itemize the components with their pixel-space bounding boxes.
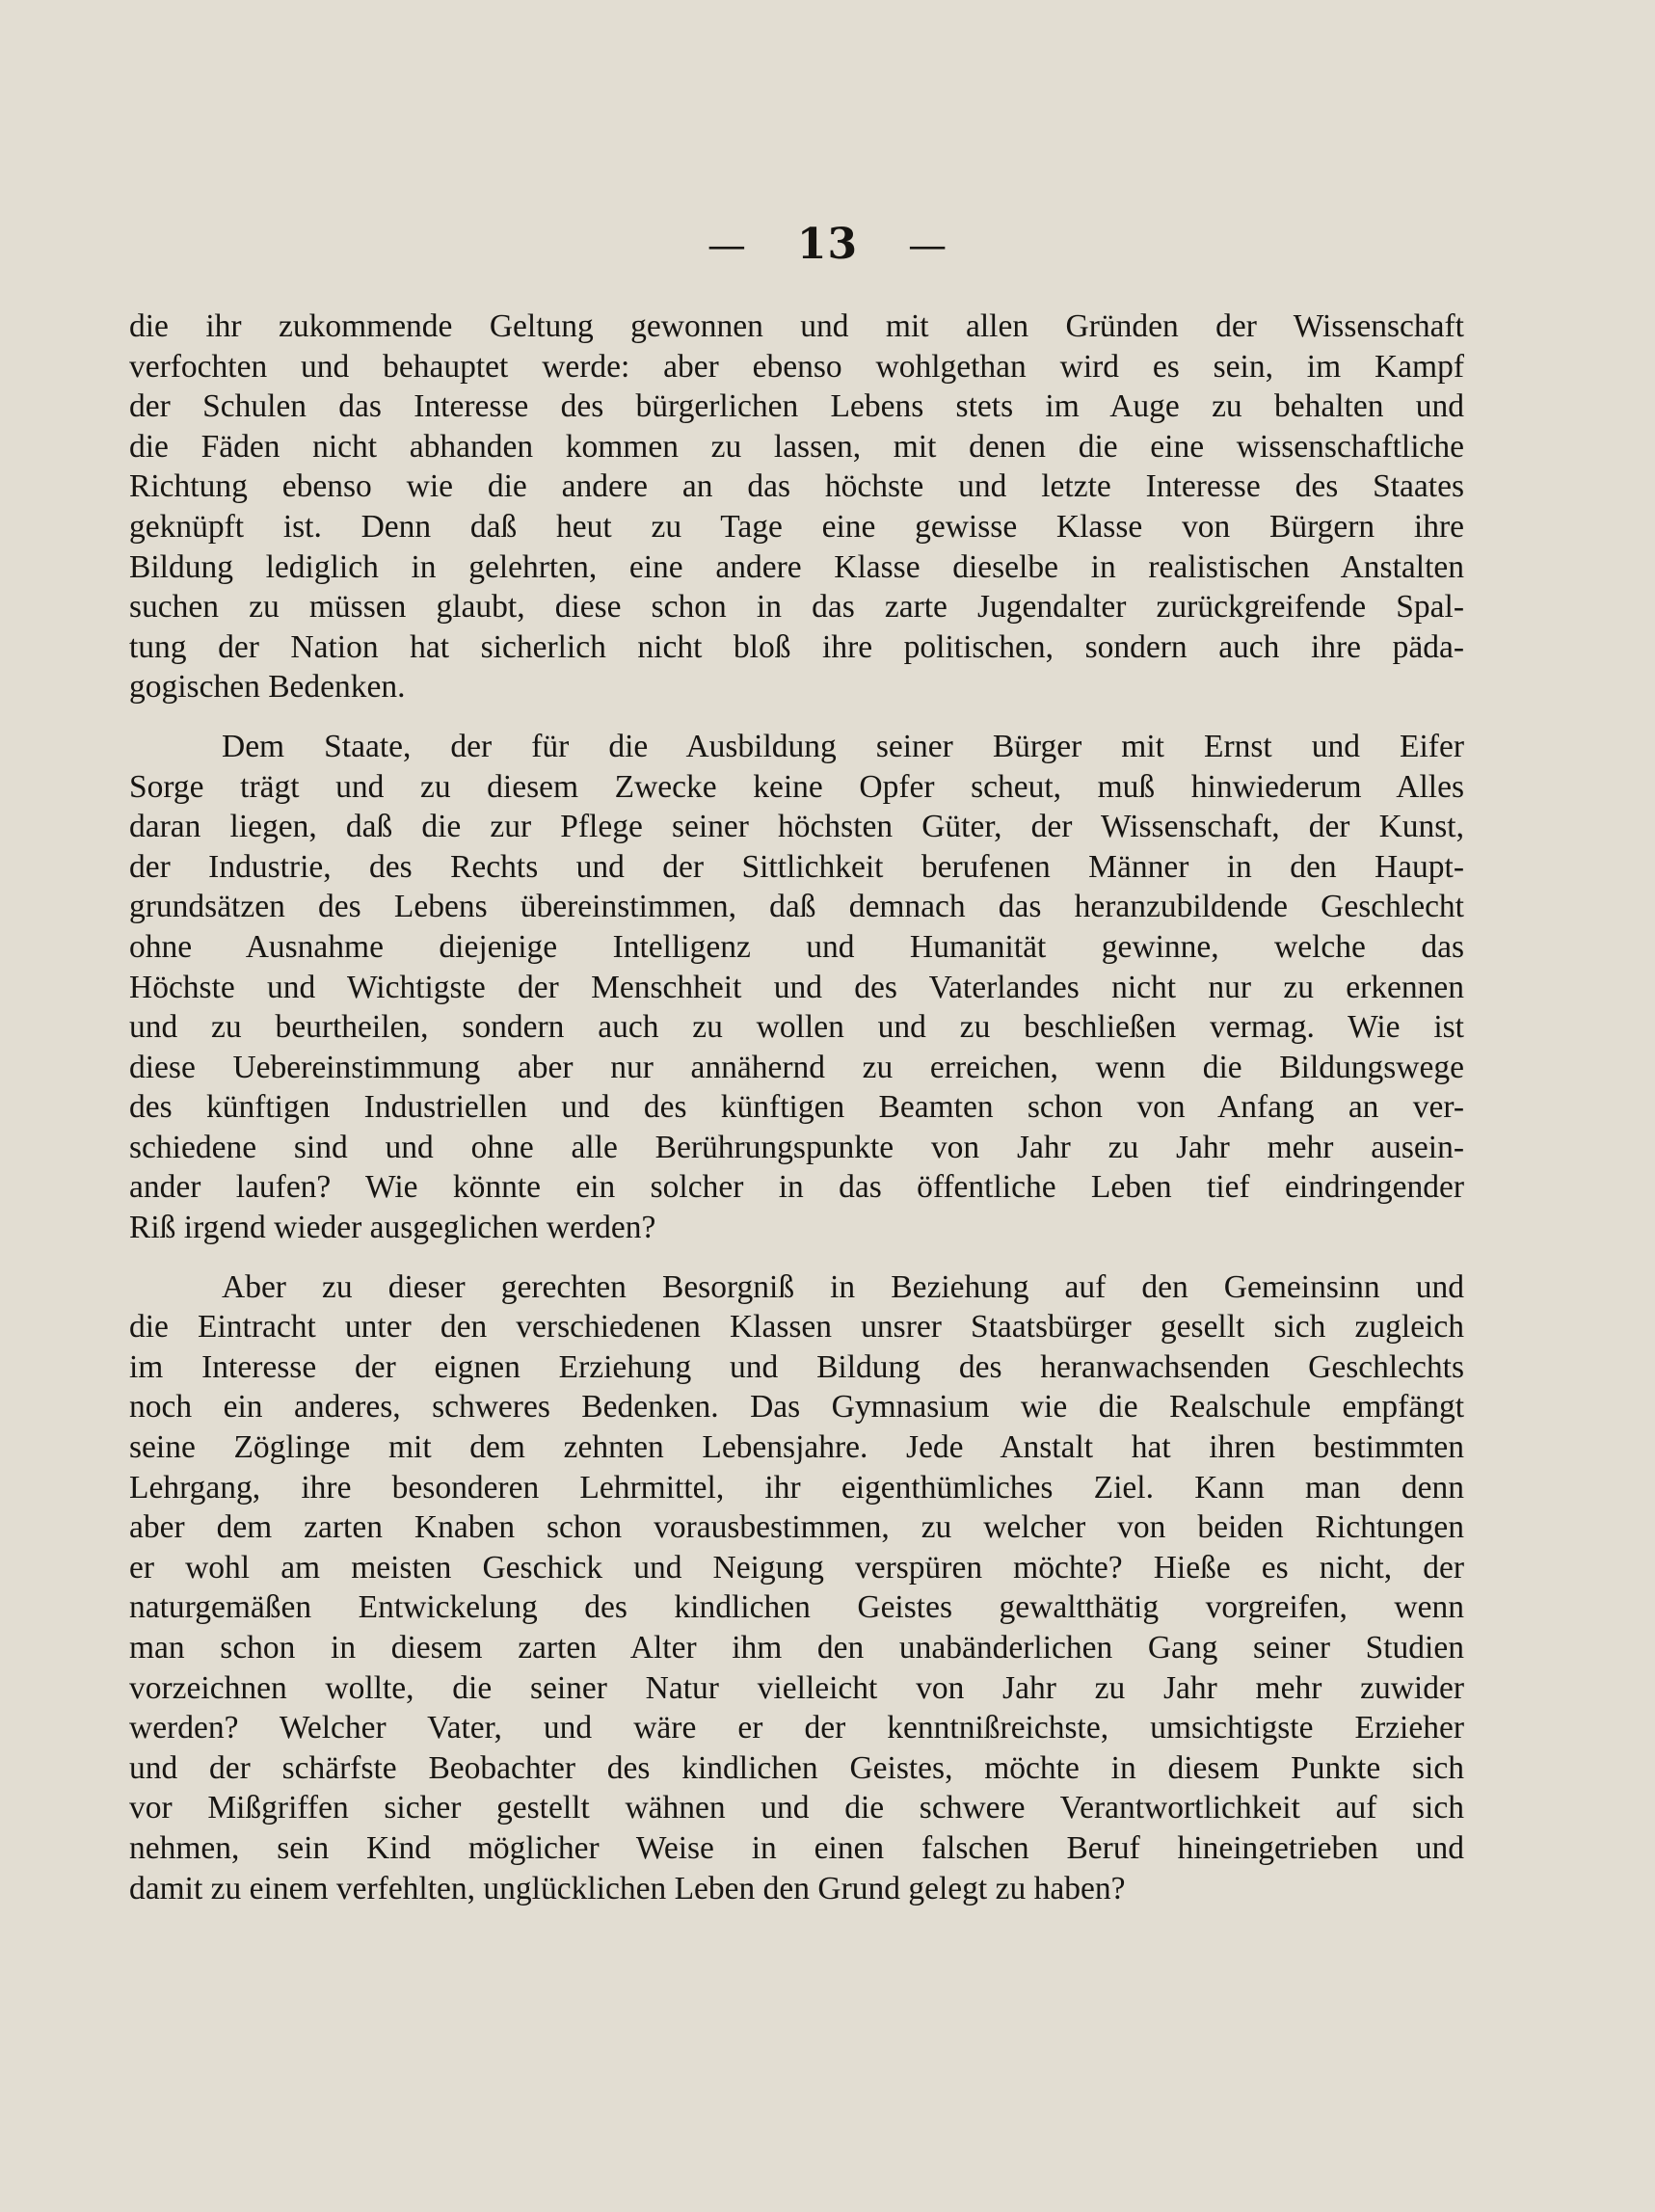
text-line: Aber zu dieser gerechten Besorgniß in Beziehung auf den Gemeinsinn und [222,1268,1464,1305]
paragraph-gap [129,707,1464,727]
text-line: suchen zu müssen glaubt, diese schon in das zarte Jugendalter zurückgreifende Spal- [129,589,1464,626]
text-line: Höchste und Wichtigste der Menschheit und des Vaterlandes nicht nur zu erkennen [129,969,1464,1005]
text-line: diese Uebereinstimmung aber nur annähernd zu erreichen, wenn die Bildungswege [129,1049,1464,1085]
text-line: und der schärfste Beobachter des kindlichen Geistes, möchte in diesem Punkte sich [129,1749,1464,1786]
paragraph [129,727,1464,1248]
text-line: tung der Nation hat sicherlich nicht bloß ihre politischen, sondern auch ihre päda- [129,628,1464,665]
text-line: Lehrgang, ihre besonderen Lehrmittel, ihr eigenthümliches Ziel. Kann man denn [129,1469,1464,1506]
text-line: seine Zöglinge mit dem zehnten Lebensjahre. Jede Anstalt hat ihren bestimmten [129,1429,1464,1466]
page-header [0,220,1655,269]
text-line: die Eintracht unter den verschiedenen Klassen unsrer Staatsbürger gesellt sich zugleich [129,1309,1464,1346]
paragraph [129,1267,1464,1909]
text-line: naturgemäßen Entwickelung des kindlichen Geistes gewaltthätig vorgreifen, wenn [129,1589,1464,1626]
text-line: und zu beurtheilen, sondern auch zu wollen und zu beschließen vermag. Wie ist [129,1009,1464,1046]
header-dash-left: — [707,224,747,268]
text-line: ohne Ausnahme diejenige Intelligenz und Humanität gewinne, welche das [129,928,1464,965]
text-line: noch ein anderes, schweres Bedenken. Das Gymnasium wie die Realschule empfängt [129,1389,1464,1426]
text-line: im Interesse der eignen Erziehung und Bildung des heranwachsenden Geschlechts [129,1348,1464,1385]
text-line: die ihr zukommende Geltung gewonnen und mit allen Gründen der Wissenschaft [129,308,1464,344]
text-line: der Industrie, des Rechts und der Sittlichkeit berufenen Männer in den Haupt- [129,848,1464,885]
text-line: Riß irgend wieder ausgeglichen werden? [129,1210,656,1246]
text-line: Dem Staate, der für die Ausbildung seiner Bürger mit Ernst und Eifer [222,728,1464,764]
text-line: Bildung lediglich in gelehrten, eine andere Klasse dieselbe in realistischen Anstalten [129,548,1464,585]
text-line: schiedene sind und ohne alle Berührungspunkte von Jahr zu Jahr mehr ausein- [129,1129,1464,1165]
text-line: vorzeichnen wollte, die seiner Natur vielleicht von Jahr zu Jahr mehr zuwider [129,1669,1464,1706]
text-line: des künftigen Industriellen und des künftigen Beamten schon von Anfang an ver- [129,1089,1464,1126]
text-line: der Schulen das Interesse des bürgerlichen Lebens stets im Auge zu behalten und [129,388,1464,425]
text-line: vor Mißgriffen sicher gestellt wähnen und die schwere Verantwortlichkeit auf sich [129,1790,1464,1826]
text-line: geknüpft ist. Denn daß heut zu Tage eine gewisse Klasse von Bürgern ihre [129,508,1464,545]
page-number: 13 [796,220,859,269]
text-line: ander laufen? Wie könnte ein solcher in das öffentliche Leben tief eindringender [129,1169,1464,1206]
paragraph-gap [129,1248,1464,1267]
text-line: gogischen Bedenken. [129,669,406,706]
text-line: nehmen, sein Kind möglicher Weise in einen falschen Beruf hineingetrieben und [129,1829,1464,1866]
text-line: Sorge trägt und zu diesem Zwecke keine Opfer scheut, muß hinwiederum Alles [129,768,1464,805]
text-line: verfochten und behauptet werde: aber ebenso wohlgethan wird es sein, im Kampf [129,348,1464,385]
text-line: man schon in diesem zarten Alter ihm den unabänderlichen Gang seiner Studien [129,1630,1464,1666]
text-line: aber dem zarten Knaben schon vorausbestimmen, zu welcher von beiden Richtungen [129,1509,1464,1546]
text-line: Richtung ebenso wie die andere an das höchste und letzte Interesse des Staates [129,468,1464,505]
text-line: damit zu einem verfehlten, unglücklichen Leben den Grund gelegt zu haben? [129,1870,1126,1906]
body-text [129,306,1464,1908]
text-line: grundsätzen des Lebens übereinstimmen, daß demnach das heranzubildende Geschlecht [129,889,1464,925]
header-dash-right: — [908,224,948,268]
text-line: die Fäden nicht abhanden kommen zu lassen, mit denen die eine wissenschaftliche [129,428,1464,465]
paragraph [129,306,1464,707]
text-line: er wohl am meisten Geschick und Neigung verspüren möchte? Hieße es nicht, der [129,1549,1464,1586]
text-line: werden? Welcher Vater, und wäre er der kenntnißreichste, umsichtigste Erzieher [129,1710,1464,1746]
text-line: daran liegen, daß die zur Pflege seiner höchsten Güter, der Wissenschaft, der Kunst, [129,809,1464,845]
